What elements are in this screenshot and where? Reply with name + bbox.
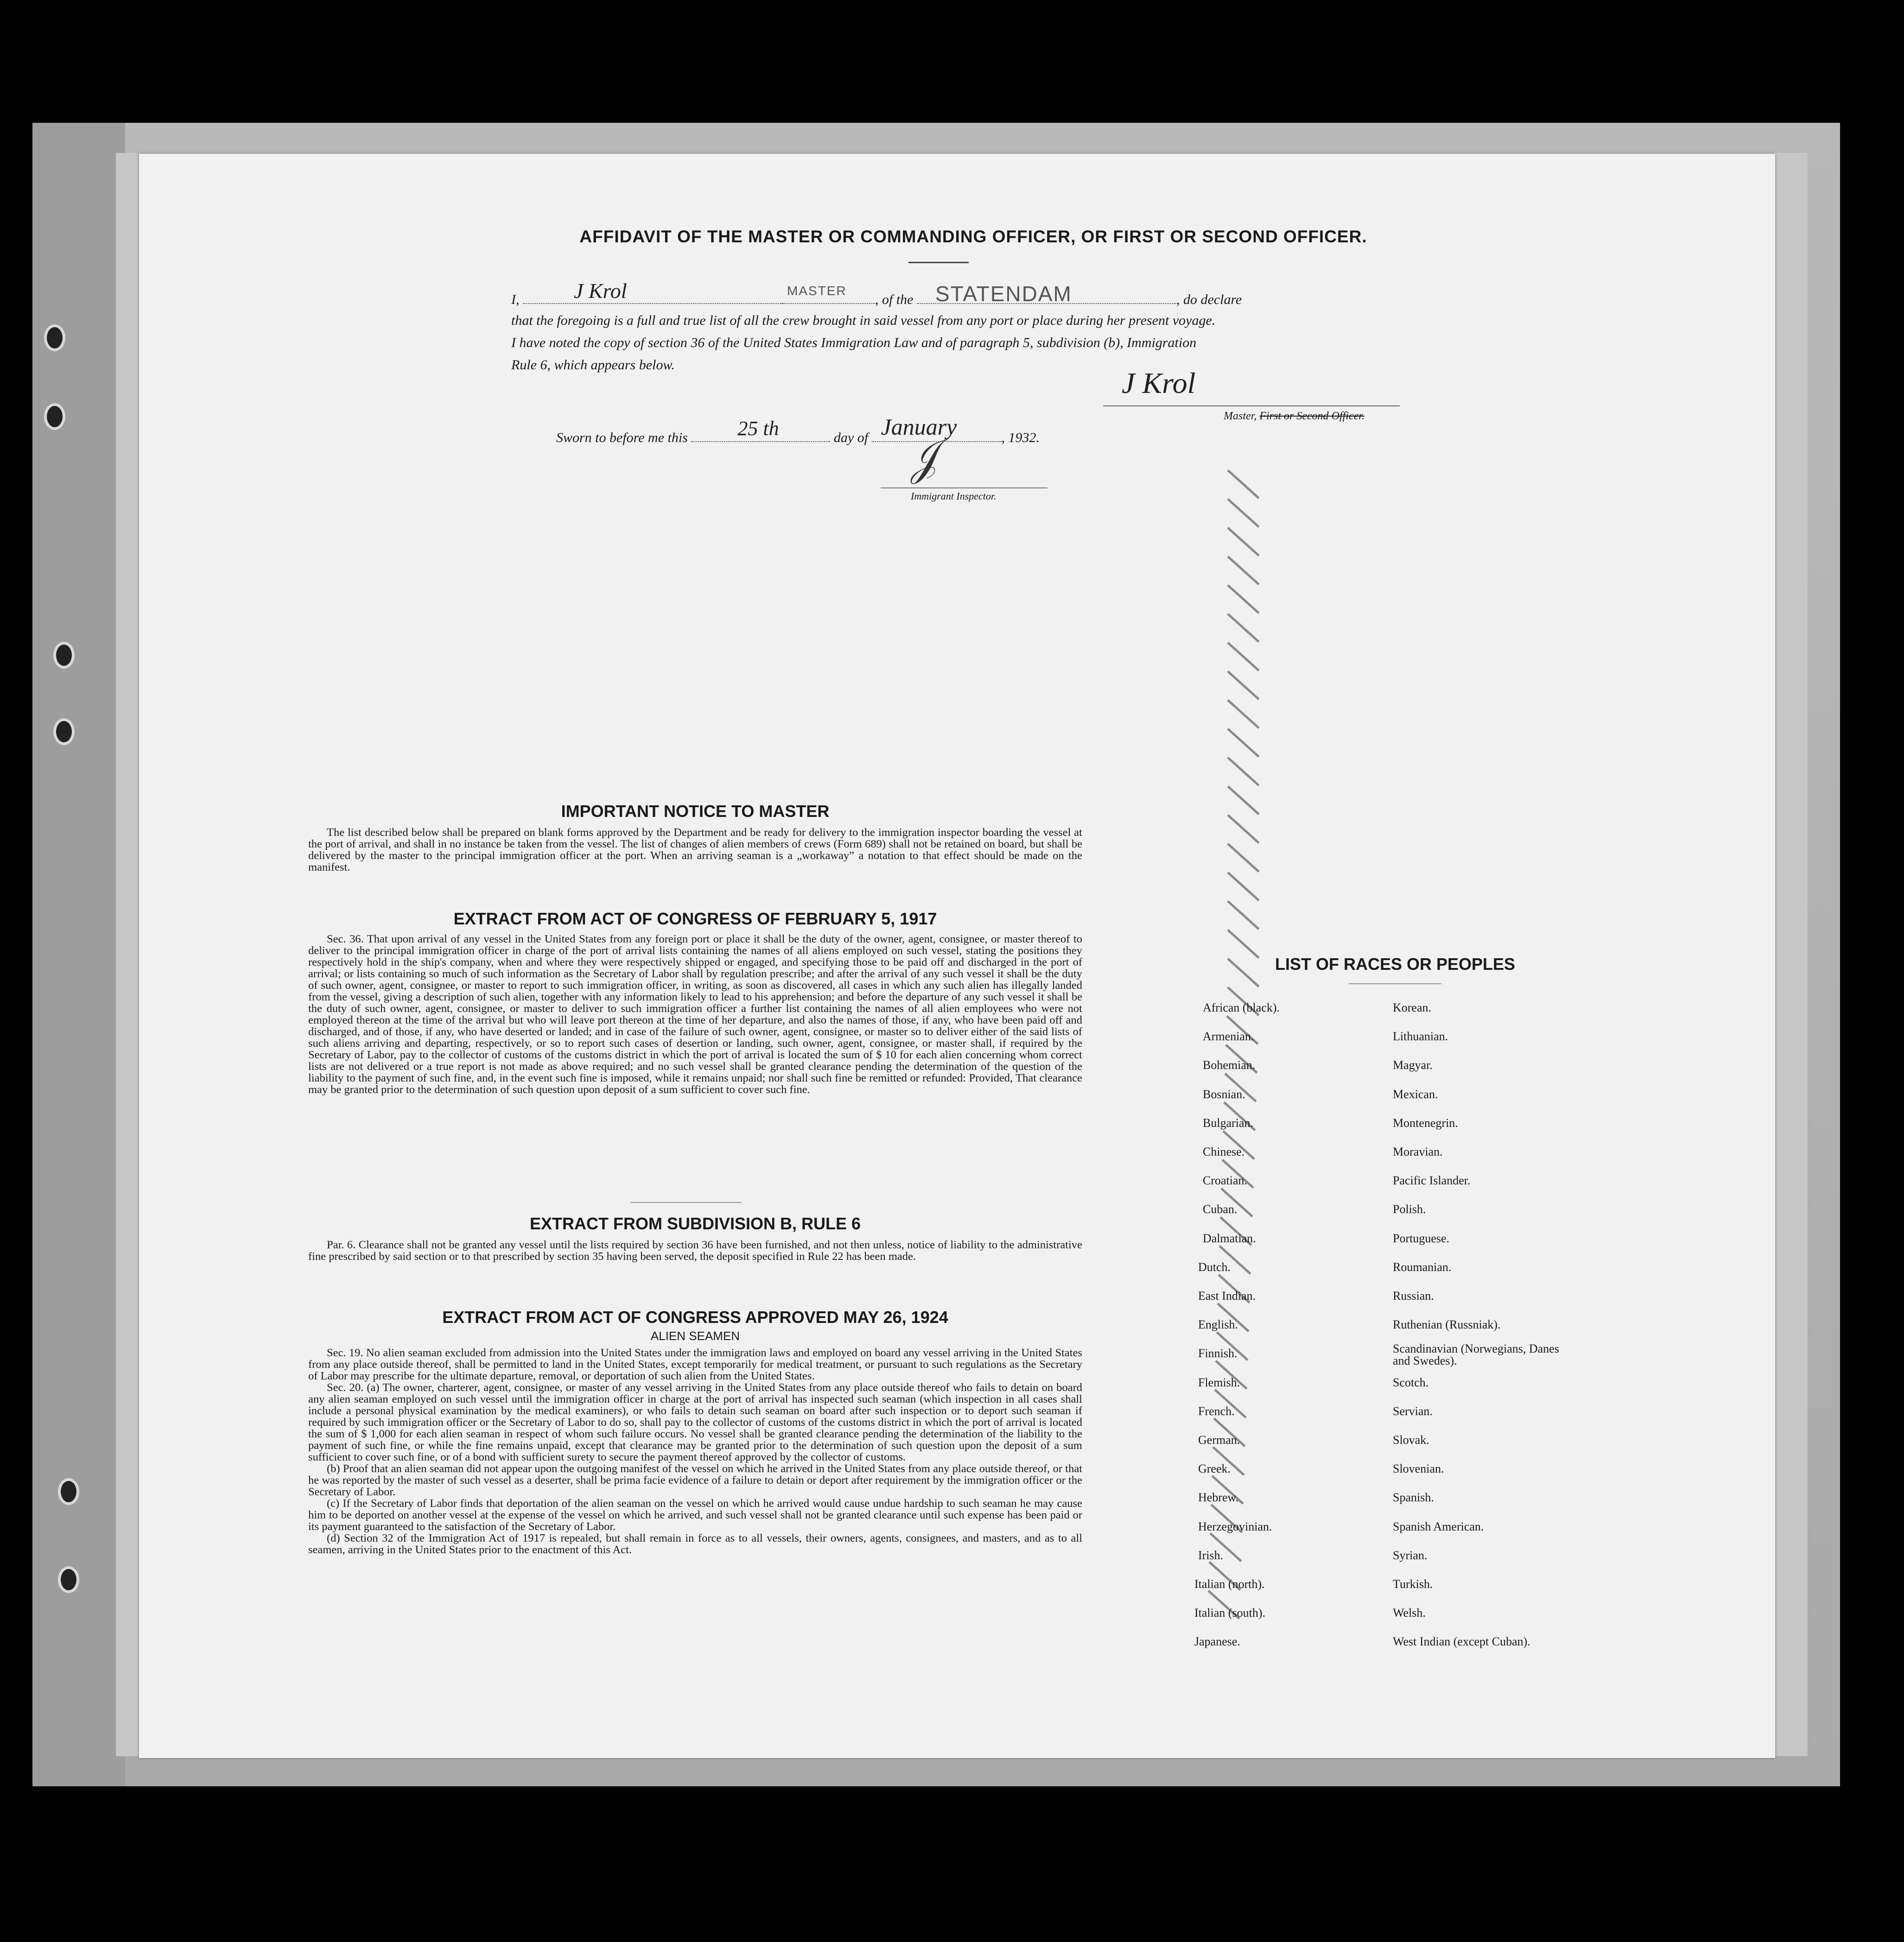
inspector-label: Immigrant Inspector. (911, 490, 996, 502)
race-item: Bulgarian. (1203, 1116, 1254, 1130)
extract-1924-subtitle: ALIEN SEAMEN (650, 1329, 740, 1343)
affidavit-line-3: I have noted the copy of section 36 of the United States Immigration Law and of paragraph 5, subdivision (b), Immigration (511, 335, 1197, 350)
binder-hole (53, 642, 75, 669)
label-master: Master, (1224, 410, 1257, 422)
extract-1917-body: Sec. 36. That upon arrival of any vessel in the United States from any foreign port or place it shall be the duty of the owner, agent, consignee, or master thereof to deliver to the principal immigration officer in charge of the port of arrival lists containing the names of all aliens employed on such vessel, stating the positions they respectively hold in the ship's company, when and where they were respectively shipped or engaged, and specifying those to be paid off and discharged in the port of arrival; or lists containing so much of such information as the Secretary of Labor shall by regulation prescribe; and after the arrival of any such vessel it shall be the duty of such owner, agent, consignee, or master to report to such immigration officer, in writing, as soon as discovered, all cases in which any such alien has illegally landed from the vessel, giving a description of such alien, together with any information likely to lead to his apprehension; and before the departure of any such vessel it shall be the duty of such owner, agent, consignee, or master to deliver to such immigration officer a further list containing the names of all alien employees who were not employed thereon at the time of the arrival but who will leave port thereon at the time of her departure, and also the names of those, if any, who have been paid off and discharged, and of those, if any, who have deserted or landed; and in case of the failure of such owner, agent, consignee, or master so to deliver either of the said lists of such aliens arriving and departing, respectively, or so to report such cases of desertion or landing, such owner, agent, consignee, or master shall, if required by the Secretary of Labor, pay to the collector of customs of the customs district in which the port of arrival is located the sum of $ 10 for each alien concerning whom correct lists are not delivered or a true report is not made as above required; and no such vessel shall be granted clearance pending the determination of the question of the liability to the payment of such fine, and, in the event such fine is imposed, while it remains unpaid; nor shall such fine be remitted or refunded: Provided, That clearance may be granted prior to the determination of such question upon deposit of a sum sufficient to cover such fine. (308, 933, 1082, 1096)
race-item: Slovak. (1393, 1433, 1429, 1447)
race-item: West Indian (except Cuban). (1393, 1635, 1530, 1649)
race-item: Flemish. (1198, 1375, 1240, 1389)
race-item: German. (1198, 1433, 1240, 1447)
affidavit-line-1 (511, 279, 1406, 310)
race-item: East Indian. (1198, 1289, 1256, 1303)
extract-1917-title: EXTRACT FROM ACT OF CONGRESS OF FEBRUARY 5, 1917 (453, 909, 937, 928)
race-item: Slovenian. (1393, 1462, 1444, 1476)
race-item: Dalmatian. (1203, 1231, 1256, 1245)
sworn-month: January (881, 414, 957, 440)
race-item: Finnish. (1198, 1347, 1238, 1360)
extract-1924-sec-20c: (c) If the Secretary of Labor finds that deportation of the alien seaman on the vessel on which he arrived would cause undue hardship to such seaman he may cause him to be deported on another vessel at the expense of the vessel on which he arrived, and such vessel shall not be granted clearance until such expense has been paid or its payment guaranteed to the satisfaction of the Secretary of Labor. (308, 1497, 1082, 1533)
section-divider (630, 1202, 742, 1203)
binder-hole (44, 324, 65, 351)
race-item: African (black). (1203, 1001, 1280, 1014)
extract-1924-sec-19: Sec. 19. No alien seaman excluded from admission into the United States under the immigration laws and employed on board any vessel arriving in the United States from any place outside thereof, shall be permitted to land in the United States, except temporarily for medical treatment, or pursuant to such regulations as the Secretary of Labor may prescribe for the ultimate departure, removal, or deportation of such alien from the United States. (308, 1347, 1082, 1382)
sworn-year: , 1932. (1001, 430, 1040, 445)
vessel-name-stamp: STATENDAM (935, 282, 1072, 306)
extract-rule-6-title: EXTRACT FROM SUBDIVISION B, RULE 6 (529, 1214, 861, 1233)
race-item: Chinese. (1203, 1145, 1245, 1158)
binder-strip (32, 123, 125, 1786)
text-day-of: day of (833, 430, 869, 445)
name-field (523, 279, 782, 304)
race-item: Armenian. (1203, 1030, 1254, 1044)
race-item: French. (1198, 1404, 1235, 1418)
race-item: Ruthenian (Russniak). (1393, 1318, 1501, 1332)
master-signature: J Krol (1122, 367, 1196, 399)
sworn-text: Sworn to before me this (556, 430, 688, 445)
notice-title: IMPORTANT NOTICE TO MASTER (561, 802, 830, 821)
sworn-line (556, 414, 1040, 446)
handwritten-name: J Krol (574, 279, 627, 303)
race-item: Turkish. (1393, 1577, 1433, 1591)
important-notice (308, 802, 1082, 873)
race-item: Cuban. (1203, 1202, 1238, 1216)
inspector-signature-mark: 𝒥 (904, 434, 941, 485)
extract-1924-sec-20a: Sec. 20. (a) The owner, charterer, agent, consignee, or master of any vessel arriving in the United States from any place outside thereof who fails to detain on board any alien seaman employed on such vessel until the immigration officer in charge at the port of arrival has inspected such seaman (which inspection in all cases shall include a personal physical examination by the medical examiners), or who fails to detain such seaman on board after such inspection or to deport such seaman if required by such immigration officer or the Secretary of Labor to do so, shall pay to the collector of customs of the customs district in which the port of arrival is located the sum of $ 1,000 for each alien seaman in respect of whom such failure occurs. No vessel shall be granted clearance pending the determination of the liability to the payment of such fine, or while the fine remains unpaid, except that clearance may be granted prior to the determination of such question upon the deposit of a sum sufficient to cover such fine, or of a bond with sufficient surety to secure the payment thereof approved by the collector of customs. (308, 1381, 1082, 1463)
race-item: Bosnian. (1203, 1087, 1245, 1101)
race-item: Croatian. (1203, 1174, 1248, 1188)
race-item: Herzegovinian. (1198, 1519, 1272, 1533)
binder-hole (44, 403, 65, 430)
race-item: Montenegrin. (1393, 1116, 1458, 1130)
signature-line (1103, 405, 1400, 406)
race-item: Scotch. (1393, 1375, 1429, 1389)
affidavit-line-2: that the foregoing is a full and true list of all the crew brought in said vessel from any port or place during her present voyage. (511, 313, 1216, 328)
binder-hole (53, 718, 75, 745)
race-item: Spanish American. (1393, 1519, 1484, 1533)
signature-label (1224, 410, 1365, 423)
race-item: Roumanian. (1393, 1260, 1452, 1274)
races-title-rule (1349, 983, 1441, 984)
text-i: I, (511, 292, 520, 307)
affidavit-body (511, 279, 1406, 376)
race-item: Russian. (1393, 1289, 1434, 1303)
race-item: Lithuanian. (1393, 1030, 1448, 1044)
race-item: Spanish. (1393, 1491, 1434, 1505)
rank-field (782, 284, 875, 304)
notice-body: The list described below shall be prepared on blank forms approved by the Department and be ready for delivery to the immigration inspector boarding the vessel at the port of arrival, and shall in no instance be taken from the vessel. The list of changes of alien members of crews (Form 689) shall not be retained on board, but shall be delivered by the master to the principal immigration officer at the port. When an arriving seaman is a „workaway” a notation to that effect should be made on the manifest. (308, 826, 1082, 873)
rank-stamp: MASTER (787, 284, 847, 298)
vessel-field (917, 282, 1176, 306)
extract-1924-title: EXTRACT FROM ACT OF CONGRESS APPROVED MAY 26, 1924 (442, 1308, 948, 1327)
race-item: Servian. (1393, 1404, 1433, 1418)
race-item: Bohemian. (1203, 1058, 1256, 1072)
race-item: Japanese. (1194, 1635, 1240, 1649)
text-of-the: , of the (875, 292, 914, 307)
race-item: Scandinavian (Norwegians, Danes and Swedes). (1393, 1342, 1559, 1368)
race-item: Welsh. (1393, 1606, 1426, 1620)
race-item: Polish. (1393, 1202, 1426, 1216)
race-item: Italian (north). (1194, 1577, 1265, 1591)
affidavit-line-4: Rule 6, which appears below. (511, 357, 675, 373)
inspector-line (881, 487, 1047, 488)
race-item: Greek. (1198, 1462, 1231, 1476)
text-do-declare: , do declare (1176, 292, 1242, 307)
affidavit-title: AFFIDAVIT OF THE MASTER OR COMMANDING OFFICER, OR FIRST OR SECOND OFFICER. (579, 227, 1367, 246)
title-rule (908, 262, 969, 263)
races-title: LIST OF RACES OR PEOPLES (1275, 955, 1516, 974)
race-item: Magyar. (1393, 1058, 1433, 1072)
race-item: Italian (south). (1194, 1606, 1266, 1620)
race-item: English. (1198, 1318, 1238, 1332)
race-item: Moravian. (1393, 1145, 1443, 1158)
extract-rule-6-body: Par. 6. Clearance shall not be granted any vessel until the lists required by section 36 have been furnished, and not then unless, notice of liability to the administrative fine prescribed by said section or to that prescribed by section 35 having been served, the deposit specified in Rule 22 has been made. (308, 1239, 1082, 1263)
race-item: Dutch. (1198, 1260, 1231, 1274)
race-item: Syrian. (1393, 1548, 1428, 1562)
race-item: Hebrew. (1198, 1491, 1239, 1505)
binder-hole (58, 1478, 79, 1505)
race-item: Pacific Islander. (1393, 1174, 1471, 1188)
extract-1924-sec-20b: (b) Proof that an alien seaman did not appear upon the outgoing manifest of the vessel on which he arrived in the United States from any place outside thereof, or that he was reported by the master of such vessel as a deserter, shall be prima facie evidence of a failure to detain or deport after requirement by the immigration officer or the Secretary of Labor. (308, 1462, 1082, 1498)
binder-hole (58, 1566, 79, 1593)
extract-1917 (308, 909, 1082, 1095)
race-item: Mexican. (1393, 1087, 1438, 1101)
race-item: Korean. (1393, 1001, 1432, 1014)
extract-rule-6 (308, 1214, 1082, 1262)
extract-1924 (308, 1308, 1082, 1556)
sworn-month-field (872, 414, 1002, 442)
race-item: Portuguese. (1393, 1231, 1450, 1245)
sworn-day: 25 th (737, 417, 779, 440)
label-struck-officer: First or Second Officer. (1259, 410, 1365, 422)
race-item: Irish. (1198, 1548, 1224, 1562)
extract-1924-sec-20d: (d) Section 32 of the Immigration Act of 1917 is repealed, but shall remain in force as to all vessels, their owners, agents, consignees, and masters, and as to all seamen, arriving in the United States prior to the enactment of this Act. (308, 1532, 1082, 1556)
sworn-day-field (691, 417, 830, 442)
